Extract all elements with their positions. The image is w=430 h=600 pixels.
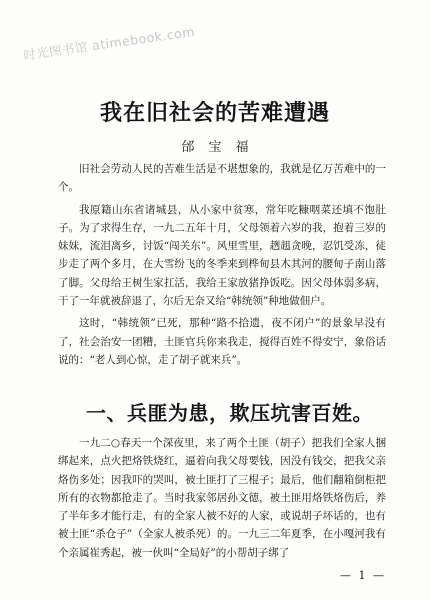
paragraph: 一九二○春天一个深夜里，来了两个土匪（胡子）把我们全家人捆绑起来，点火把烙铁烧红，逼着向我父母要钱，因没有钱交，把我父亲烙伤多处；因我吓的哭叫，被土匪打了三棍子；最后，他们翻箱倒柜把所有的衣物都抢走了。当时我家邻居孙文德，被土匪用烙铁烙伤后，养了半年多才能行走，有的全家人被不好的人家，或说胡子坏话的，也有被土匪“杀仓子”（全家人被杀死）的。一九三二年夏季，在小嘎河我有个亲属崔秀起，被一伙叫“全局好”的小帮胡子绑了 — [58, 437, 386, 559]
paragraph: 我原籍山东省诸城县，从小家中贫寒，常年吃糠咽菜还填不饱肚子。为了求得生存，一九二五年十月，父母领着六岁的我，抱着三岁的妹妹，流泪离乡，讨饭“闯关东”。风里雪里，趔趄贪晚，忍饥受冻，徒步走了两个多月，在大雪纷飞的冬季来到桦甸县木其河的腰甸子南山落了脚。父母给王树生家扛活，我给王家放猪挣饭吃。因父母体弱多病，干了一年就被辞退了，尔后无奈又给“韩统领”种地做佃户。 — [58, 203, 386, 308]
paragraph: 旧社会劳动人民的苦难生活是不堪想象的，我就是亿万苦难中的一个。 — [58, 163, 386, 194]
section-paragraphs — [58, 434, 386, 562]
page-number: — 1 — — [340, 569, 386, 582]
page-title: 我在旧社会的苦难遭遇 — [99, 101, 330, 126]
watermark: 时光图书馆 atimebook.com — [22, 23, 196, 63]
section-heading: 一、兵匪为患，欺压坑害百姓。 — [86, 401, 373, 425]
intro-paragraphs — [58, 160, 386, 369]
author-name: 邰宝福 — [181, 140, 263, 155]
paragraph: 这时，“韩统领”已死，那种“路不拾遗，夜不闭户”的景象早没有了，社会治安一团糟，土匪官兵你来我走，搅得百姓不得安宁，象俗话说的：“老人到心惊，走了胡子就来兵”。 — [58, 317, 386, 366]
